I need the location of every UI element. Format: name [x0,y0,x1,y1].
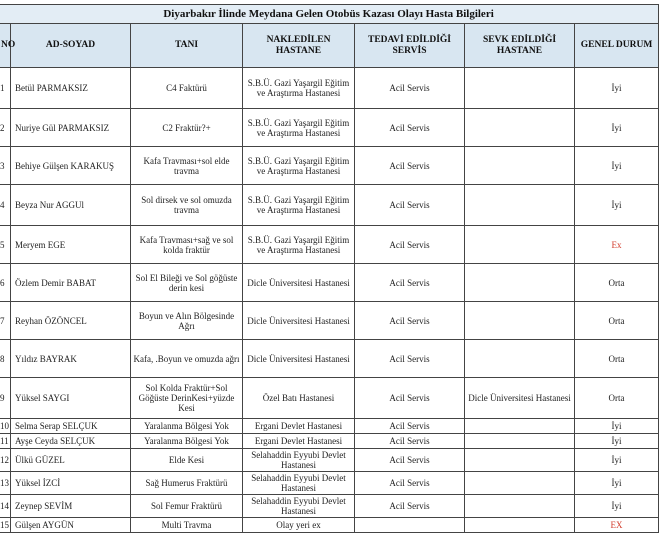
treated-service-cell: Acil Servis [355,264,465,302]
diagnosis-cell: Boyun ve Alın Bölgesinde Ağrı [131,302,243,340]
diagnosis-cell: Yaralanma Bölgesi Yok [131,419,243,434]
table-row [0,472,659,495]
treated-service-cell: Acil Servis [355,109,465,147]
treated-service-cell: Acil Servis [355,302,465,340]
treated-service-cell: Acil Servis [355,472,465,495]
referred-hospital-cell [465,185,575,226]
diagnosis-cell: Sağ Humerus Fraktürü [131,472,243,495]
general-status-cell: Orta [575,378,659,419]
diagnosis-cell: Sol dirsek ve sol omuzda travma [131,185,243,226]
table-row [0,495,659,518]
treated-service-cell: Acil Servis [355,185,465,226]
patient-name-cell: Ayşe Ceyda SELÇUK [11,434,131,449]
diagnosis-cell: Sol Kolda Fraktür+Sol Göğüste DerinKesi+yüzde Kesi [131,378,243,419]
transferred-hospital-cell: Dicle Üniversitesi Hastanesi [243,264,355,302]
patient-name-cell: Behiye Gülşen KARAKUŞ [11,147,131,185]
row-number-cell: 14 [0,495,11,518]
table-row [0,434,659,449]
referred-hospital-cell [465,449,575,472]
diagnosis-cell: Sol El Bileği ve Sol göğüste derin kesi [131,264,243,302]
diagnosis-cell: Kafa Travması+sol elde travma [131,147,243,185]
patient-name-cell: Zeynep SEVİM [11,495,131,518]
general-status-cell: Ex [575,226,659,264]
patient-name-cell: Nuriye Gül PARMAKSIZ [11,109,131,147]
transferred-hospital-cell: Selahaddin Eyyubi Devlet Hastanesi [243,472,355,495]
diagnosis-cell: Elde Kesi [131,449,243,472]
treated-service-cell: Acil Servis [355,495,465,518]
transferred-hospital-cell: S.B.Ü. Gazi Yaşargil Eğitim ve Araştırma Hastanesi [243,147,355,185]
patient-name-cell: Betül PARMAKSIZ [11,68,131,109]
table-row [0,68,659,109]
referred-hospital-cell [465,495,575,518]
table-row [0,340,659,378]
patient-table [0,4,659,533]
row-number-cell: 13 [0,472,11,495]
header-treated-service: TEDAVİ EDİLDİĞİ SERVİS [355,24,465,68]
table-row [0,109,659,147]
referred-hospital-cell [465,434,575,449]
transferred-hospital-cell: Olay yeri ex [243,518,355,533]
header-general-status: GENEL DURUM [575,24,659,68]
general-status-cell: İyi [575,434,659,449]
referred-hospital-cell [465,340,575,378]
row-number-cell: 8 [0,340,11,378]
table-row [0,378,659,419]
general-status-cell: İyi [575,495,659,518]
transferred-hospital-cell: S.B.Ü. Gazi Yaşargil Eğitim ve Araştırma Hastanesi [243,68,355,109]
referred-hospital-cell [465,68,575,109]
diagnosis-cell: C4 Faktürü [131,68,243,109]
row-number-cell: 12 [0,449,11,472]
patient-name-cell: Ülkü GÜZEL [11,449,131,472]
general-status-cell: Orta [575,264,659,302]
header-name: AD-SOYAD [11,24,131,68]
diagnosis-cell: Yaralanma Bölgesi Yok [131,434,243,449]
treated-service-cell: Acil Servis [355,147,465,185]
patient-name-cell: Selma Serap SELÇUK [11,419,131,434]
table-row [0,419,659,434]
diagnosis-cell: Kafa Travması+sağ ve sol kolda fraktür [131,226,243,264]
header-referred-hospital: SEVK EDİLDİĞİ HASTANE [465,24,575,68]
treated-service-cell: Acil Servis [355,419,465,434]
referred-hospital-cell [465,147,575,185]
patient-name-cell: Reyhan ÖZÖNCEL [11,302,131,340]
table-title: Diyarbakır İlinde Meydana Gelen Otobüs Kazası Olayı Hasta Bilgileri [0,5,659,24]
referred-hospital-cell: Dicle Üniversitesi Hastanesi [465,378,575,419]
transferred-hospital-cell: S.B.Ü. Gazi Yaşargil Eğitim ve Araştırma Hastanesi [243,226,355,264]
referred-hospital-cell [465,264,575,302]
transferred-hospital-cell: S.B.Ü. Gazi Yaşargil Eğitim ve Araştırma Hastanesi [243,185,355,226]
row-number-cell: 5 [0,226,11,264]
transferred-hospital-cell: Ergani Devlet Hastanesi [243,434,355,449]
general-status-cell: İyi [575,419,659,434]
transferred-hospital-cell: Özel Batı Hastanesi [243,378,355,419]
treated-service-cell: Acil Servis [355,226,465,264]
referred-hospital-cell [465,419,575,434]
referred-hospital-cell [465,302,575,340]
header-transferred-hospital: NAKLEDİLEN HASTANE [243,24,355,68]
row-number-cell: 3 [0,147,11,185]
table-row [0,449,659,472]
general-status-cell: İyi [575,185,659,226]
general-status-cell: İyi [575,449,659,472]
diagnosis-cell: Sol Femur Fraktürü [131,495,243,518]
header-no: NO [0,24,11,68]
referred-hospital-cell [465,472,575,495]
general-status-cell: İyi [575,109,659,147]
table-row [0,302,659,340]
diagnosis-cell: C2 Fraktür?+ [131,109,243,147]
row-number-cell: 9 [0,378,11,419]
transferred-hospital-cell: Selahaddin Eyyubi Devlet Hastanesi [243,449,355,472]
treated-service-cell [355,518,465,533]
table-row [0,264,659,302]
treated-service-cell: Acil Servis [355,378,465,419]
treated-service-cell: Acil Servis [355,434,465,449]
referred-hospital-cell [465,518,575,533]
table-body [0,68,659,533]
referred-hospital-cell [465,226,575,264]
row-number-cell: 2 [0,109,11,147]
transferred-hospital-cell: Selahaddin Eyyubi Devlet Hastanesi [243,495,355,518]
table-row [0,147,659,185]
transferred-hospital-cell: Dicle Üniversitesi Hastanesi [243,302,355,340]
treated-service-cell: Acil Servis [355,449,465,472]
row-number-cell: 11 [0,434,11,449]
general-status-cell: İyi [575,147,659,185]
transferred-hospital-cell: S.B.Ü. Gazi Yaşargil Eğitim ve Araştırma Hastanesi [243,109,355,147]
row-number-cell: 1 [0,68,11,109]
general-status-cell: İyi [575,68,659,109]
header-diagnosis: TANI [131,24,243,68]
table-row [0,185,659,226]
row-number-cell: 6 [0,264,11,302]
general-status-cell: EX [575,518,659,533]
patient-name-cell: Beyza Nur AGGUl [11,185,131,226]
row-number-cell: 15 [0,518,11,533]
row-number-cell: 7 [0,302,11,340]
general-status-cell: Orta [575,340,659,378]
row-number-cell: 4 [0,185,11,226]
transferred-hospital-cell: Ergani Devlet Hastanesi [243,419,355,434]
transferred-hospital-cell: Dicle Üniversitesi Hastanesi [243,340,355,378]
diagnosis-cell: Kafa, .Boyun ve omuzda ağrı [131,340,243,378]
patient-name-cell: Yüksel SAYGI [11,378,131,419]
general-status-cell: İyi [575,472,659,495]
referred-hospital-cell [465,109,575,147]
table-row [0,518,659,533]
row-number-cell: 10 [0,419,11,434]
patient-name-cell: Meryem EGE [11,226,131,264]
treated-service-cell: Acil Servis [355,68,465,109]
patient-name-cell: Özlem Demir BABAT [11,264,131,302]
patient-name-cell: Yüksel İZCİ [11,472,131,495]
treated-service-cell: Acil Servis [355,340,465,378]
patient-name-cell: Gülşen AYGÜN [11,518,131,533]
general-status-cell: Orta [575,302,659,340]
patient-name-cell: Yıldız BAYRAK [11,340,131,378]
diagnosis-cell: Multi Travma [131,518,243,533]
table-row [0,226,659,264]
